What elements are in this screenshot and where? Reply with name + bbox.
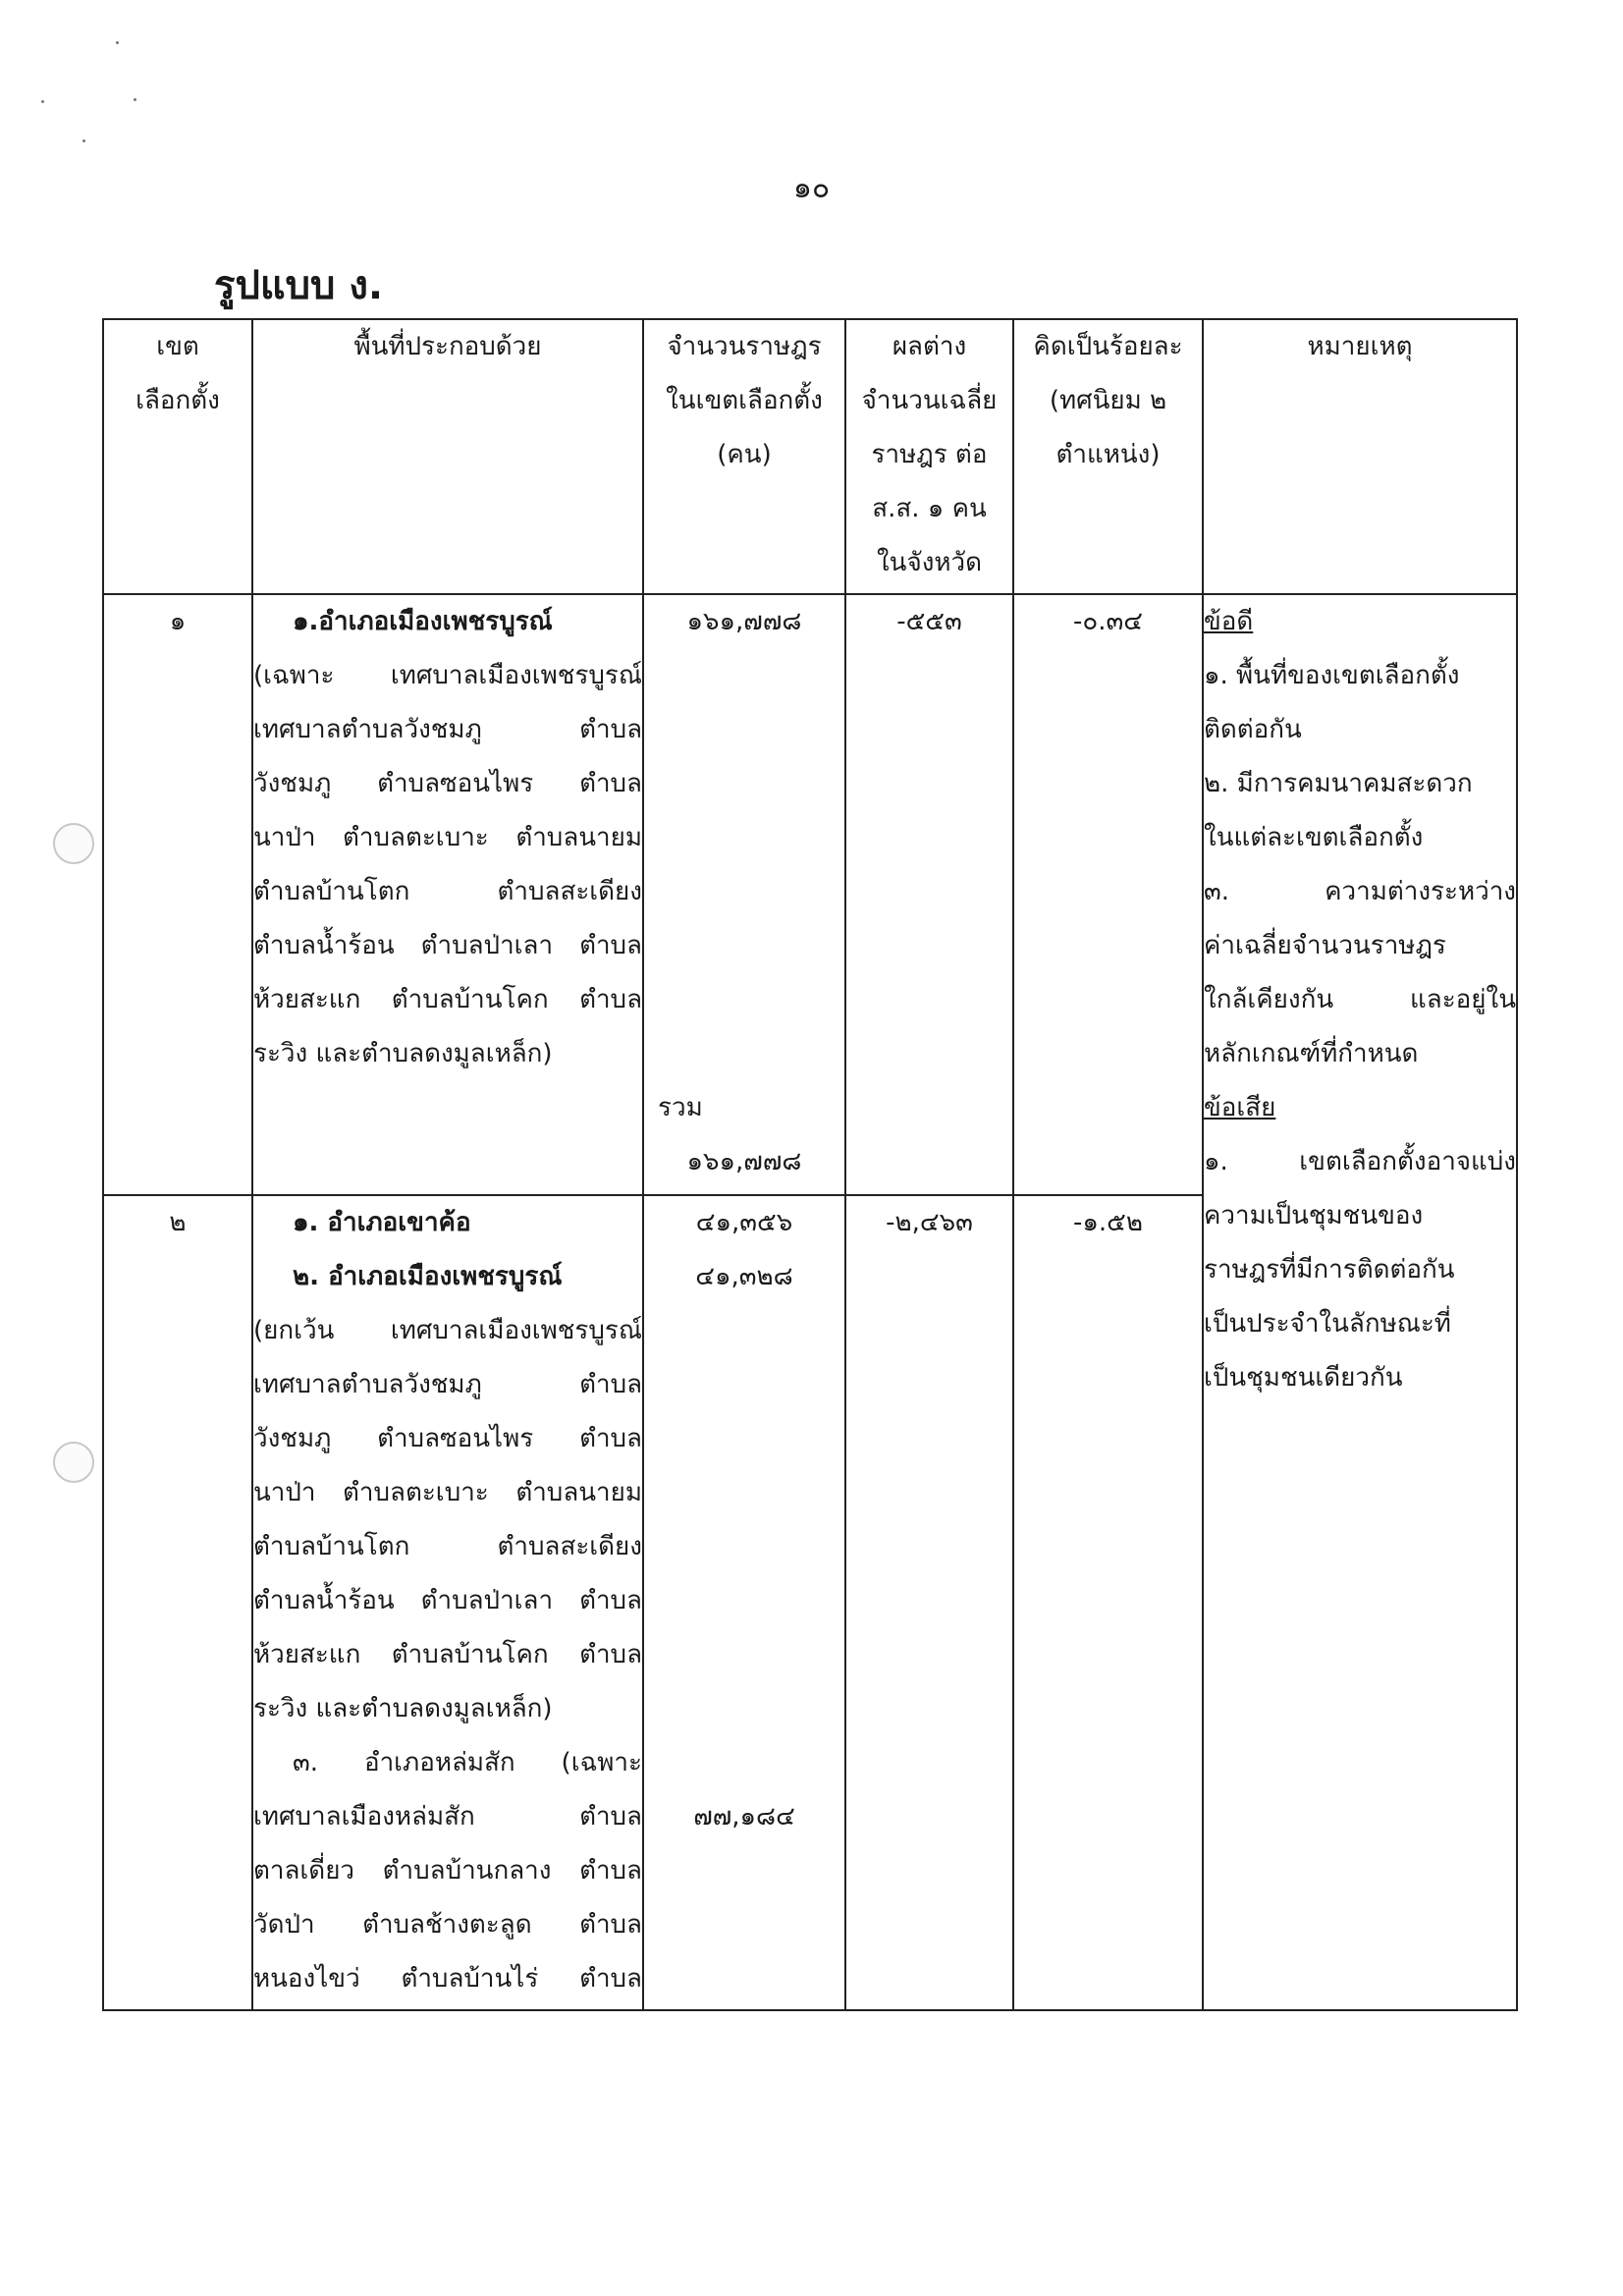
percent-value: -๑.๕๒ (1013, 1195, 1203, 2010)
population-value: ๗๗,๑๘๔ (693, 1802, 795, 1831)
header-remarks: หมายเหตุ (1203, 319, 1517, 594)
header-area: พื้นที่ประกอบด้วย (252, 319, 643, 594)
difference-value: -๕๕๓ (845, 594, 1013, 1195)
population-cell (643, 1195, 845, 2010)
advantages-heading: ข้อดี (1204, 607, 1254, 636)
page-number: ๑๐ (792, 171, 831, 205)
percent-value: -๐.๓๔ (1013, 594, 1203, 1195)
district-number: ๒ (103, 1195, 252, 2010)
district-number: ๑ (103, 594, 252, 1195)
table-row (103, 594, 1517, 1195)
constituency-table (102, 318, 1518, 2011)
disadvantages-heading: ข้อเสีย (1204, 1093, 1276, 1122)
header-difference: ผลต่าง จำนวนเฉลี่ย ราษฎร ต่อ ส.ส. ๑ คน ในจังหวัด (845, 319, 1013, 594)
header-population: จำนวนราษฎร ในเขตเลือกตั้ง (คน) (643, 319, 845, 594)
difference-value: -๒,๔๖๓ (845, 1195, 1013, 2010)
population-value: ๔๑,๓๕๖ (695, 1208, 793, 1237)
header-percent: คิดเป็นร้อยละ (ทศนิยม ๒ ตำแหน่ง) (1013, 319, 1203, 594)
punch-hole (53, 1442, 94, 1483)
area-cell: ๑.อำเภอเมืองเพชรบูรณ์ (เฉพาะ เทศบาลเมืองเพชรบูรณ์ เทศบาลตำบลวังชมภู ตำบล วังชมภู ตำบลซอนไพร ตำบล นาป่า ตำบลตะเบาะ ตำบลนายม ตำบลบ้านโตก ตำบลสะเดียง ตำบลน้ำร้อน ตำบลป่าเลา ตำบล ห้วยสะแก ตำบลบ้านโคก ตำบล ระวิง และตำบลดงมูลเหล็ก) (252, 594, 643, 1195)
form-title: รูปแบบ ง. (214, 263, 384, 308)
scan-speck (41, 100, 44, 103)
population-value: ๔๑,๓๒๘ (695, 1262, 793, 1291)
scan-speck (82, 139, 85, 142)
scan-speck (134, 98, 136, 101)
table-header-row (103, 319, 1517, 594)
punch-hole (53, 823, 94, 864)
remarks-cell: ข้อดี ๑. พื้นที่ของเขตเลือกตั้ง ติดต่อกัน ๒. มีการคมนาคมสะดวก ในแต่ละเขตเลือกตั้ง ๓. ความต่างระหว่าง ค่าเฉลี่ยจำนวนราษฎร ใกล้เคียงกัน และอยู่ใน หลักเกณฑ์ที่กำหนด ข้อเสีย ๑. เขตเลือกตั้งอาจแบ่ง ความเป็นชุมชนของ ราษฎรที่มีการติดต่อกัน เป็นประจำในลักษณะที่ เป็นชุมชนเดียวกัน (1203, 594, 1517, 2010)
area-cell: ๑. อำเภอเขาค้อ ๒. อำเภอเมืองเพชรบูรณ์ (ยกเว้น เทศบาลเมืองเพชรบูรณ์ เทศบาลตำบลวังชมภู ตำบล วังชมภู ตำบลซอนไพร ตำบล นาป่า ตำบลตะเบาะ ตำบลนายม ตำบลบ้านโตก ตำบลสะเดียง ตำบลน้ำร้อน ตำบลป่าเลา ตำบล ห้วยสะแก ตำบลบ้านโคก ตำบล ระวิง และตำบลดงมูลเหล็ก) ๓. อำเภอหล่มสัก (เฉพาะ เทศบาลเมืองหล่มสัก ตำบล ตาลเดี่ยว ตำบลบ้านกลาง ตำบล วัดป่า ตำบลช้างตะลูด ตำบล หนองไขว่ ตำบลบ้านไร่ ตำบล (252, 1195, 643, 2010)
total-value: ๑๖๑,๗๗๘ (686, 1147, 802, 1176)
total-label: รวม (658, 1093, 703, 1122)
population-value: ๑๖๑,๗๗๘ (686, 607, 802, 636)
scan-speck (116, 41, 119, 44)
population-cell (643, 594, 845, 1195)
header-district: เขต เลือกตั้ง (103, 319, 252, 594)
